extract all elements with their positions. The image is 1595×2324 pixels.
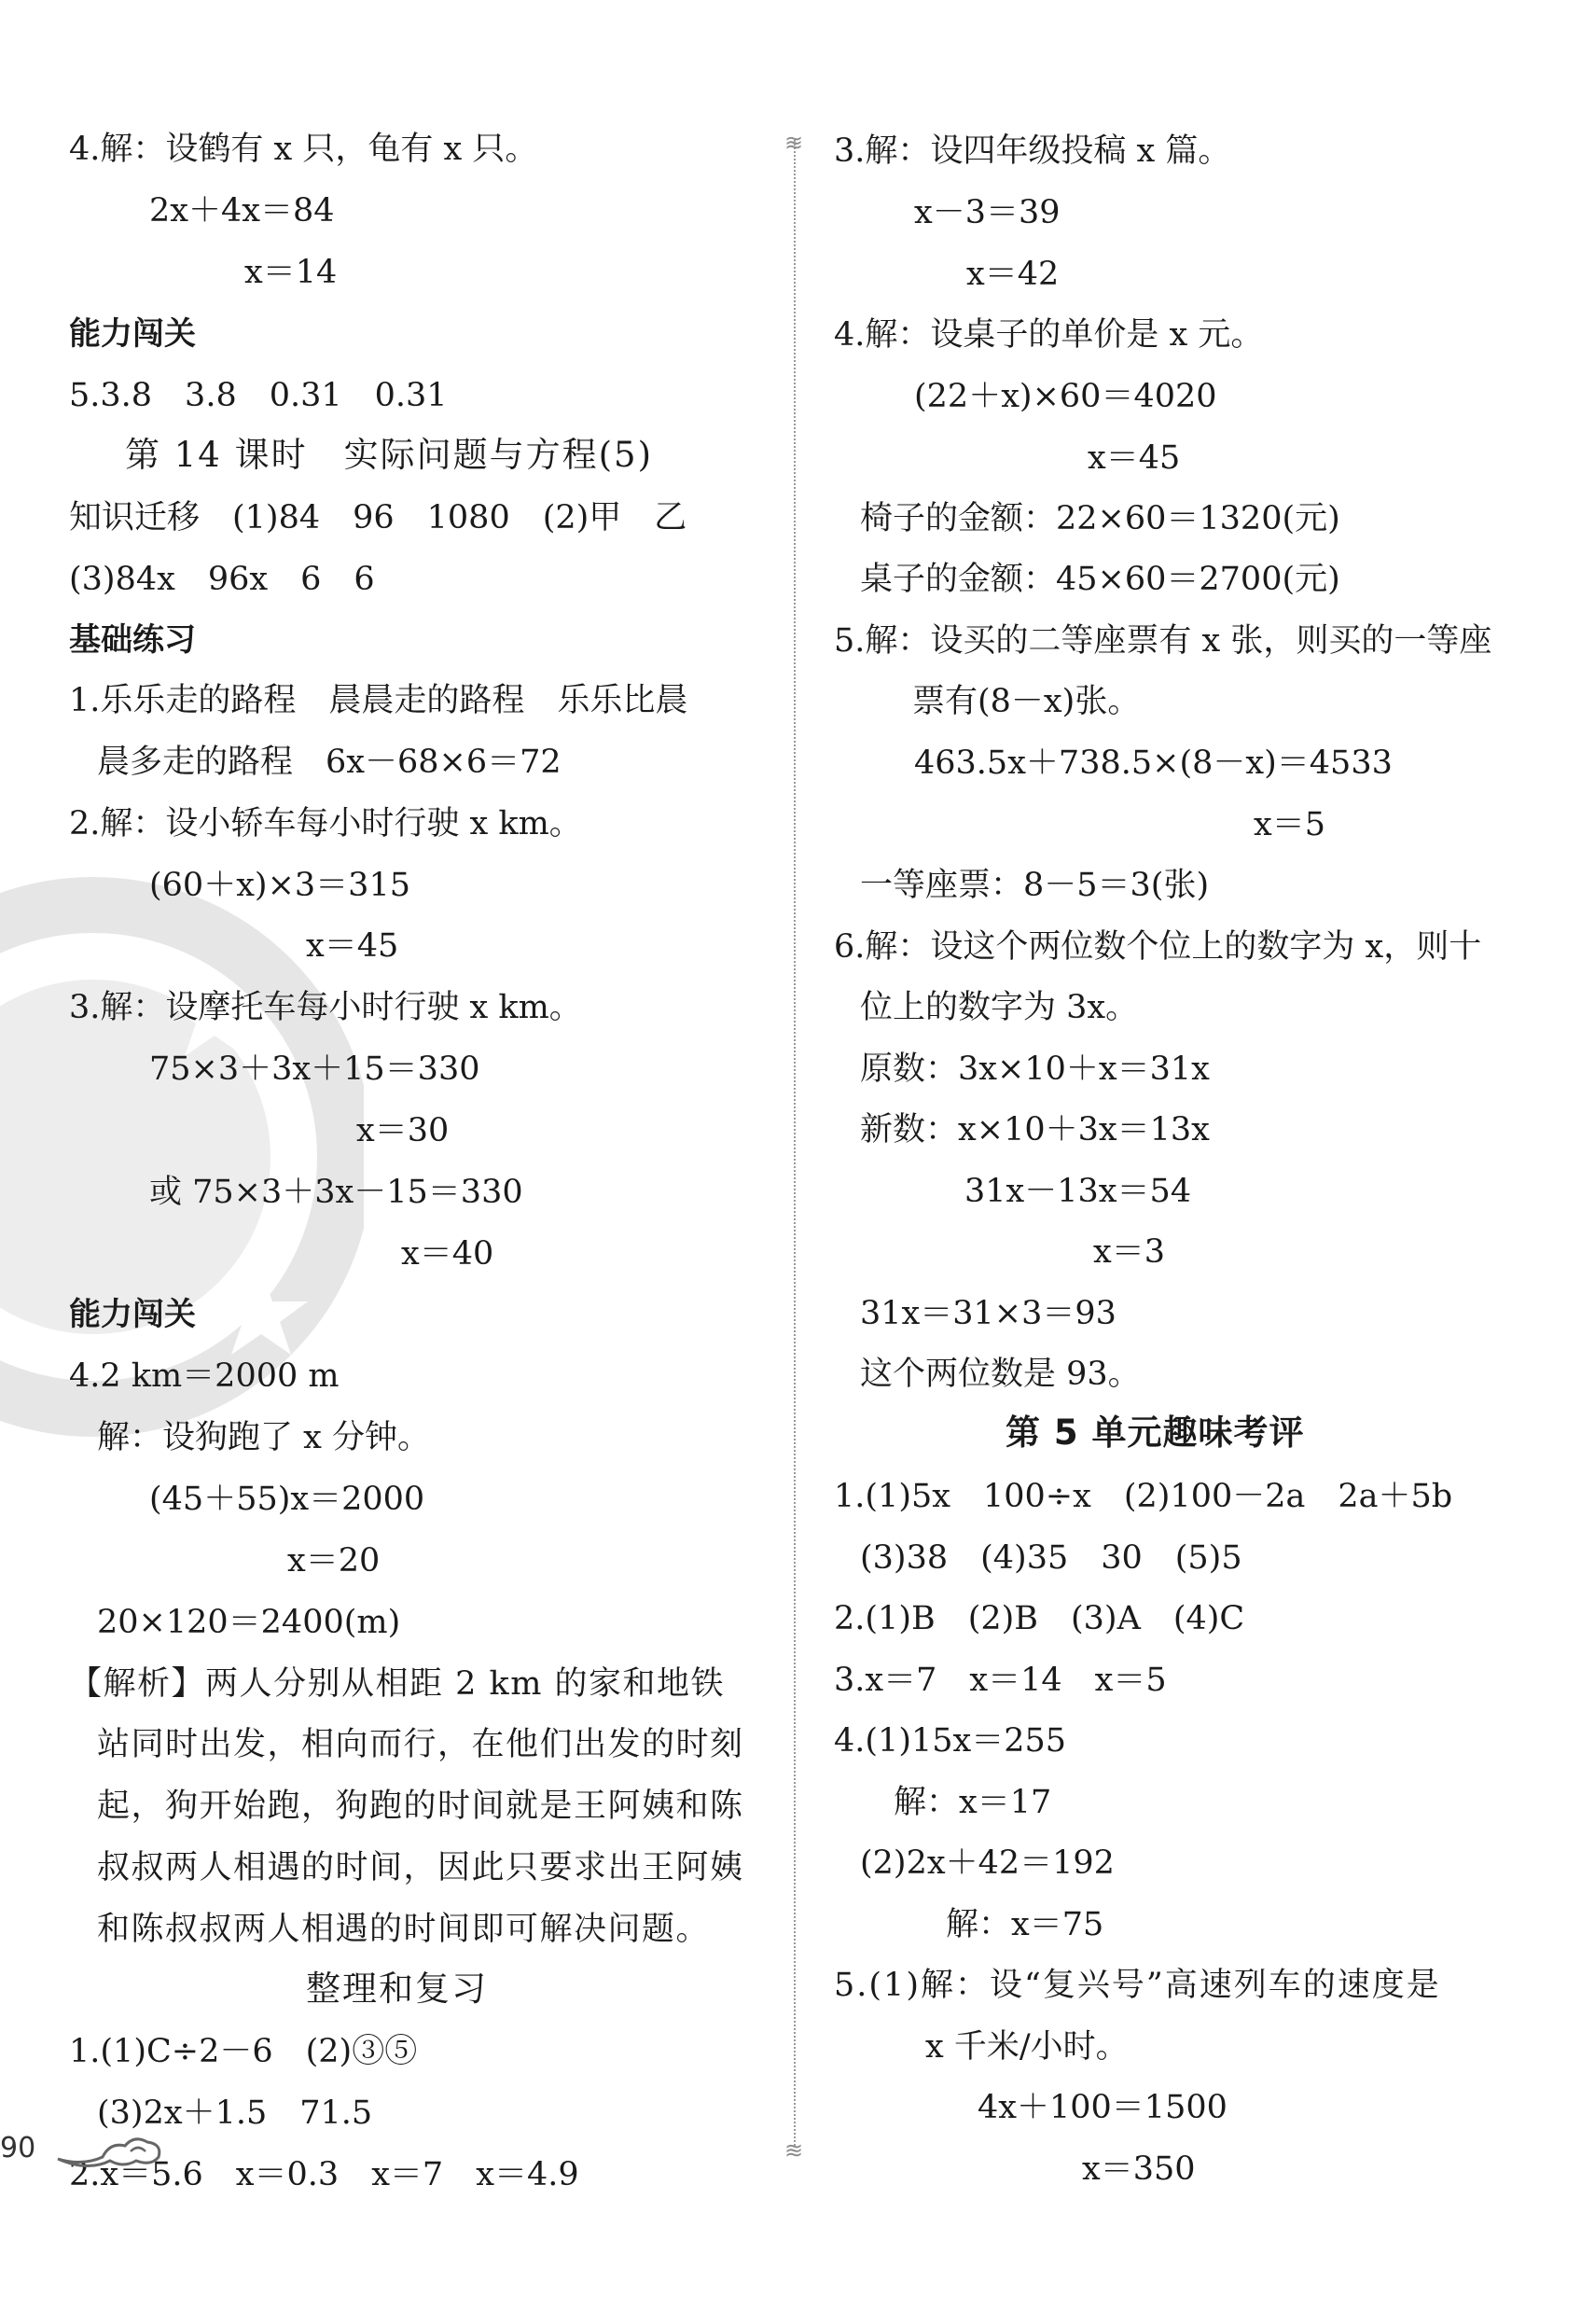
answer-line: 2.(1)B (2)B (3)A (4)C bbox=[834, 1600, 1245, 1637]
answer-line: x＝3 bbox=[1093, 1233, 1166, 1271]
review-title: 整理和复习 bbox=[306, 1969, 488, 2009]
answer-line: x＝5 bbox=[1254, 806, 1326, 843]
explanation-line: 和陈叔叔两人相遇的时间即可解决问题。 bbox=[97, 1911, 711, 1948]
answer-line: 4x＋100＝1500 bbox=[978, 2089, 1227, 2126]
answer-line: (3)2x＋1.5 71.5 bbox=[97, 2094, 373, 2132]
answer-line: 2.解：设小轿车每小时行驶 x km。 bbox=[69, 805, 582, 842]
answer-line: 5.解：设买的二等座票有 x 张，则买的一等座 bbox=[834, 622, 1492, 660]
answer-line: x 千米/小时。 bbox=[925, 2028, 1129, 2066]
section-heading: 能力闯关 bbox=[69, 1296, 196, 1333]
answer-line: x＝45 bbox=[306, 927, 399, 965]
answer-line: 3.解：设摩托车每小时行驶 x km。 bbox=[69, 989, 582, 1026]
answer-line: x－3＝39 bbox=[914, 194, 1061, 231]
cloud-ornament-icon bbox=[54, 2125, 166, 2176]
answer-line: (60＋x)×3＝315 bbox=[149, 867, 410, 904]
answer-line: 4.解：设桌子的单价是 x 元。 bbox=[834, 316, 1264, 354]
answer-line: 5.(1)解：设“复兴号”高速列车的速度是 bbox=[834, 1967, 1441, 2004]
answer-line: 31x－13x＝54 bbox=[964, 1173, 1192, 1210]
divider-ornament-bottom-icon: ≋ bbox=[784, 2137, 804, 2164]
answer-line: 椅子的金额：22×60＝1320(元) bbox=[860, 500, 1340, 537]
answer-line: 或 75×3＋3x－15＝330 bbox=[149, 1174, 523, 1211]
mascot-watermark-graphic bbox=[0, 802, 364, 1515]
answer-line: 解：x＝17 bbox=[894, 1784, 1052, 1821]
answer-line: x＝350 bbox=[1082, 2150, 1196, 2188]
answer-line: 20×120＝2400(m) bbox=[97, 1604, 401, 1641]
page-number: 90 bbox=[0, 2132, 36, 2164]
answer-line: 原数：3x×10＋x＝31x bbox=[860, 1051, 1210, 1088]
answer-line: x＝40 bbox=[401, 1235, 494, 1273]
answer-line: 知识迁移 (1)84 96 1080 (2)甲 乙 bbox=[69, 499, 687, 536]
answer-line: (45＋55)x＝2000 bbox=[149, 1481, 425, 1518]
answer-line: 5.3.8 3.8 0.31 0.31 bbox=[69, 377, 448, 414]
lesson-title: 第 14 课时 实际问题与方程(5) bbox=[125, 435, 654, 475]
answer-line: (2)2x＋42＝192 bbox=[860, 1844, 1115, 1882]
answer-line: 3.x＝7 x＝14 x＝5 bbox=[834, 1662, 1167, 1699]
answer-line: (3)84x 96x 6 6 bbox=[69, 561, 375, 598]
answer-line: 解：x＝75 bbox=[946, 1906, 1104, 1943]
answer-line: 位上的数字为 3x。 bbox=[860, 989, 1139, 1026]
explanation-line: 叔叔两人相遇的时间，因此只要求出王阿姨 bbox=[97, 1849, 744, 1886]
answer-line: 这个两位数是 93。 bbox=[860, 1356, 1141, 1393]
answer-line: 75×3＋3x＋15＝330 bbox=[149, 1051, 480, 1088]
answer-line: 2.x＝5.6 x＝0.3 x＝7 x＝4.9 bbox=[69, 2156, 579, 2193]
answer-line: 4.(1)15x＝255 bbox=[834, 1722, 1067, 1760]
answer-line: x＝14 bbox=[244, 254, 338, 291]
answer-line: x＝45 bbox=[1088, 439, 1181, 477]
answer-line: 票有(8－x)张。 bbox=[912, 683, 1141, 720]
answer-line: x＝30 bbox=[356, 1112, 450, 1149]
answer-line: 31x＝31×3＝93 bbox=[860, 1295, 1116, 1332]
answer-line: 463.5x＋738.5×(8－x)＝4533 bbox=[914, 745, 1393, 782]
answer-line: 3.解：设四年级投稿 x 篇。 bbox=[834, 132, 1231, 170]
answer-line: (3)38 (4)35 30 (5)5 bbox=[860, 1539, 1242, 1577]
section-heading: 能力闯关 bbox=[69, 315, 196, 353]
answer-line: 新数：x×10＋3x＝13x bbox=[860, 1111, 1210, 1148]
answer-line: (22＋x)×60＝4020 bbox=[914, 378, 1217, 415]
explanation-line: 【解析】两人分别从相距 2 km 的家和地铁 bbox=[69, 1665, 726, 1703]
answer-line: 6.解：设这个两位数个位上的数字为 x，则十 bbox=[834, 928, 1482, 966]
unit-review-title: 第 5 单元趣味考评 bbox=[1006, 1412, 1305, 1453]
answer-line: 晨多走的路程 6x－68×6＝72 bbox=[97, 744, 562, 781]
section-heading: 基础练习 bbox=[69, 621, 196, 659]
answer-line: x＝42 bbox=[966, 256, 1060, 293]
explanation-line: 起，狗开始跑，狗跑的时间就是王阿姨和陈 bbox=[97, 1788, 744, 1825]
answer-line: 一等座票：8－5＝3(张) bbox=[860, 867, 1210, 904]
explanation-line: 站同时出发，相向而行，在他们出发的时刻 bbox=[97, 1726, 744, 1763]
answer-line: x＝20 bbox=[287, 1542, 381, 1579]
answer-line: 1.(1)C÷2－6 (2)③⑤ bbox=[69, 2033, 418, 2070]
answer-line: 2x＋4x＝84 bbox=[149, 192, 335, 230]
answer-line: 4.2 km＝2000 m bbox=[69, 1357, 340, 1395]
answer-line: 1.乐乐走的路程 晨晨走的路程 乐乐比晨 bbox=[69, 682, 688, 719]
answer-line: 解：设狗跑了 x 分钟。 bbox=[97, 1419, 430, 1456]
answer-line: 桌子的金额：45×60＝2700(元) bbox=[860, 561, 1340, 598]
column-divider bbox=[794, 140, 796, 2146]
answer-line: 1.(1)5x 100÷x (2)100－2a 2a＋5b bbox=[834, 1478, 1453, 1515]
answer-line: 4.解：设鹤有 x 只，龟有 x 只。 bbox=[69, 131, 538, 168]
divider-ornament-top-icon: ≋ bbox=[784, 130, 804, 156]
